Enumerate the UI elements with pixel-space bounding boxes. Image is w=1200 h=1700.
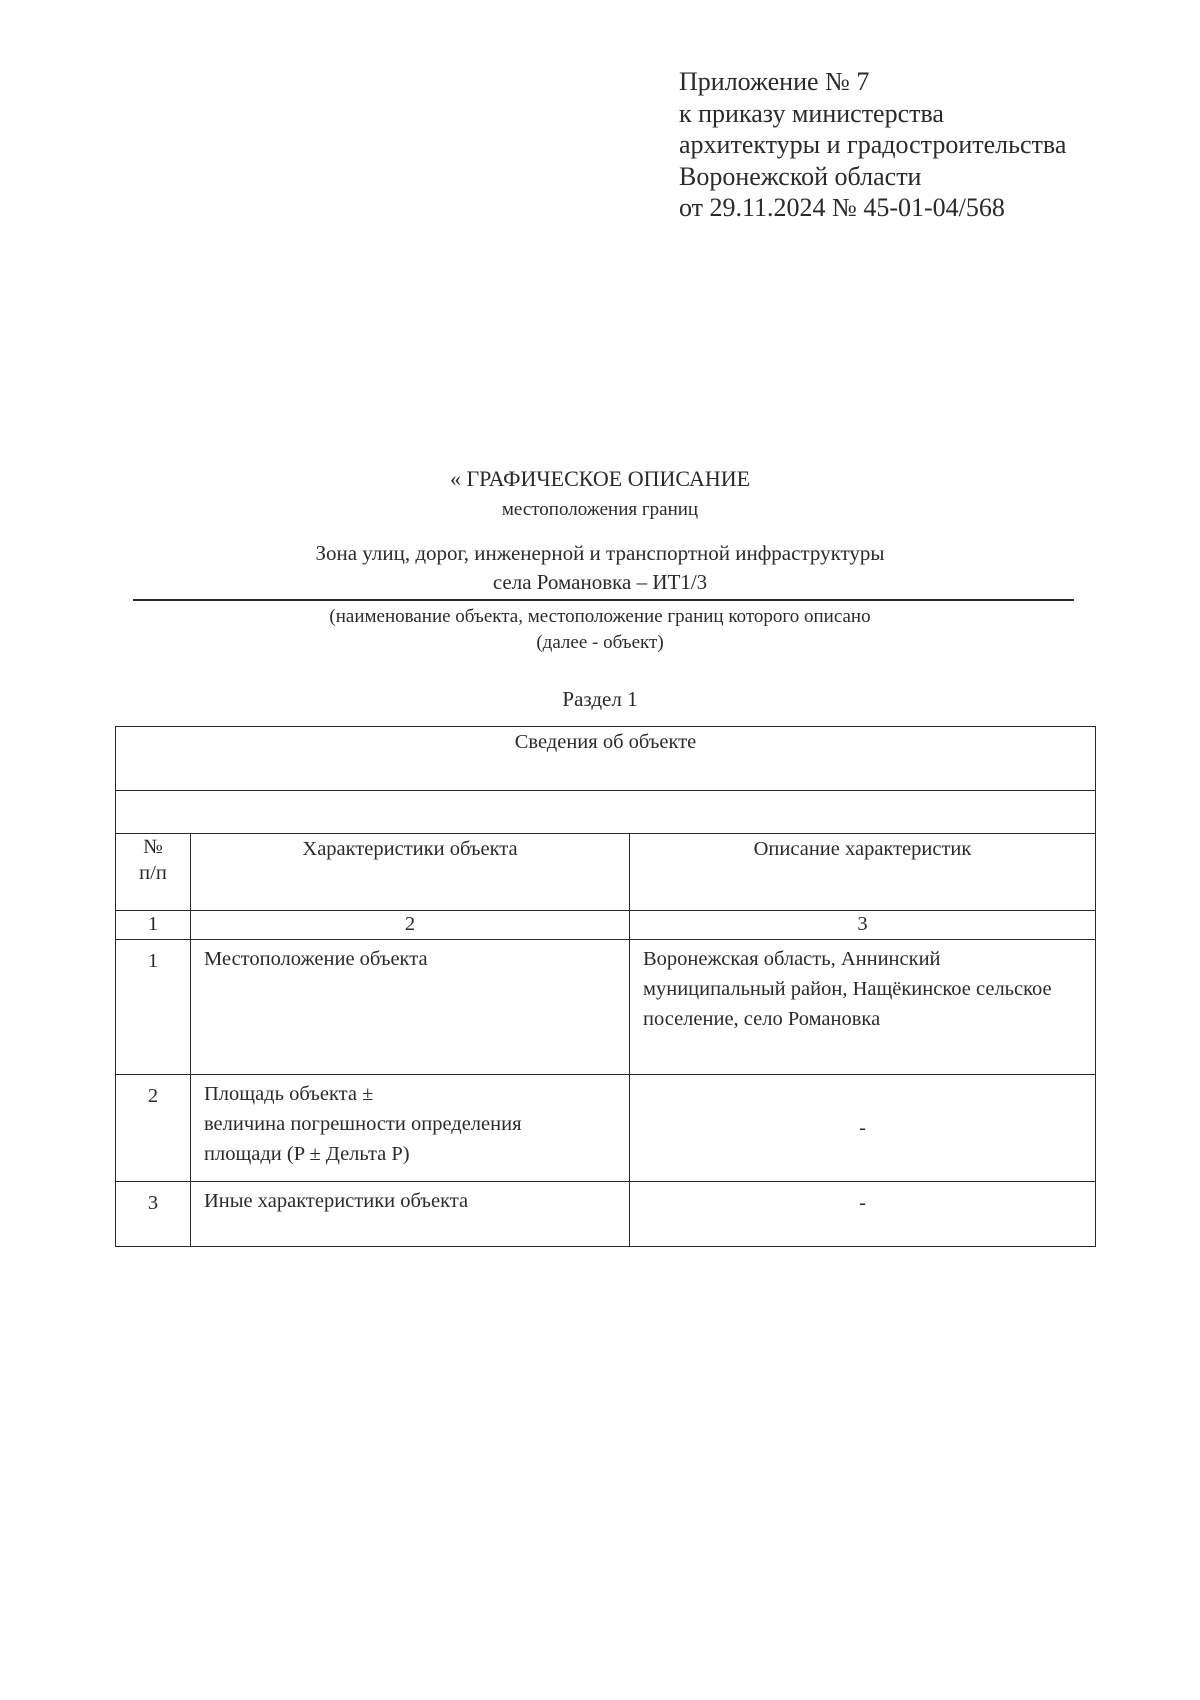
- row-number: 3: [116, 1182, 191, 1247]
- column-header-row: [116, 834, 1096, 911]
- section-label: Раздел 1: [562, 687, 638, 711]
- object-name-line: Зона улиц, дорог, инженерной и транспортной инфраструктуры: [315, 541, 885, 565]
- document-subtitle: местоположения границ: [501, 499, 699, 520]
- row-characteristic: [191, 1075, 630, 1182]
- appendix-line: Приложение № 7: [679, 67, 870, 96]
- appendix-line: от 29.11.2024 № 45-01-04/568: [679, 193, 1005, 222]
- column-number: 2: [191, 911, 630, 940]
- row-characteristic-line: площади (P ± Дельта P): [204, 1143, 410, 1165]
- column-header-characteristics: Характеристики объекта: [191, 834, 630, 911]
- column-number: 1: [116, 911, 191, 940]
- row-characteristic: Иные характеристики объекта: [191, 1182, 630, 1247]
- underline-divider: [133, 599, 1074, 601]
- row-characteristic: Местоположение объекта: [191, 940, 630, 1075]
- row-characteristic-line: Площадь объекта ±: [204, 1083, 374, 1105]
- row-description: -: [630, 1182, 1096, 1247]
- column-number-row: [116, 911, 1096, 940]
- column-header-description: Описание характеристик: [630, 834, 1096, 911]
- blank-cell: [116, 791, 1096, 834]
- document-title: « ГРАФИЧЕСКОЕ ОПИСАНИЕ: [449, 466, 751, 491]
- table-row: [116, 1182, 1096, 1247]
- row-number: 2: [116, 1075, 191, 1182]
- caption-line: (далее - объект): [536, 632, 664, 653]
- row-description: -: [630, 1075, 1096, 1182]
- object-name-caption: [0, 604, 1200, 656]
- object-info-table: [115, 726, 1096, 1247]
- table-row: [116, 940, 1096, 1075]
- object-name-line: села Романовка – ИТ1/3: [492, 570, 708, 594]
- table-heading-row: [116, 727, 1096, 791]
- column-header-num: [116, 834, 191, 911]
- object-name: [0, 539, 1200, 597]
- caption-line: (наименование объекта, местоположение границ которого описано: [329, 606, 871, 627]
- table-row: [116, 1075, 1096, 1182]
- appendix-line: Воронежской области: [679, 161, 922, 191]
- table-heading: Сведения об объекте: [116, 727, 1096, 791]
- column-header-num-line: №: [143, 836, 163, 858]
- row-characteristic-line: величина погрешности определения: [204, 1113, 522, 1135]
- appendix-line: к приказу министерства: [679, 98, 944, 128]
- table-blank-row: [116, 791, 1096, 834]
- column-number: 3: [630, 911, 1096, 940]
- column-header-num-line: п/п: [139, 862, 167, 884]
- row-number: 1: [116, 940, 191, 1075]
- appendix-line: архитектуры и градостроительства: [679, 130, 1067, 159]
- appendix-reference: [679, 66, 1066, 224]
- row-description: Воронежская область, Аннинский муниципальный район, Нащёкинское сельское поселение, село Романовка: [630, 940, 1096, 1075]
